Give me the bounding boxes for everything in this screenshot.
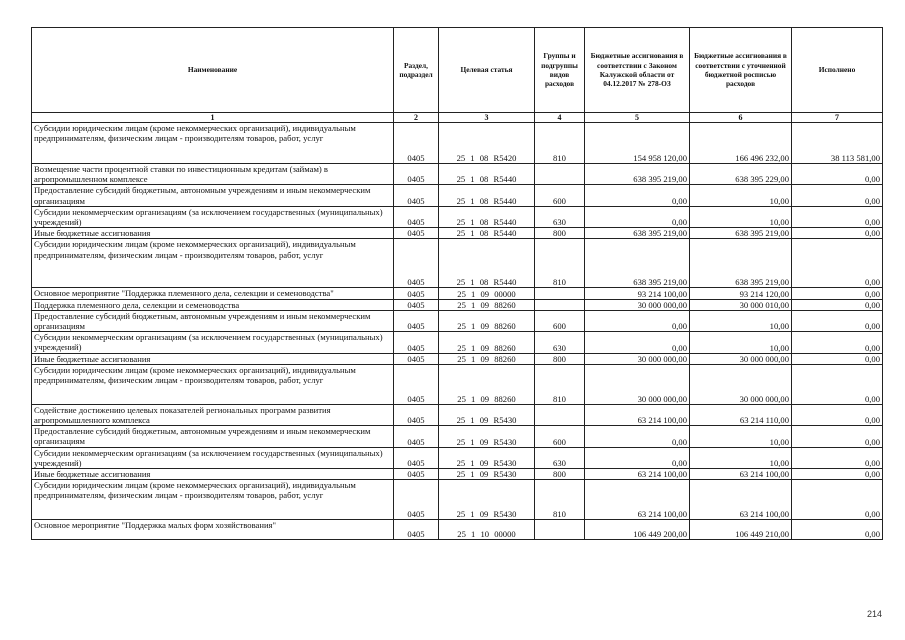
row-target: 25 1 10 00000 (439, 520, 535, 540)
table-row (32, 310, 883, 331)
row-revised-amount: 166 496 232,00 (690, 123, 792, 164)
row-name: Субсидии юридическим лицам (кроме некоммерческих организаций), индивидуальным предпринимателям, физическим лицам - производителям товаров, работ, услуг (32, 123, 394, 164)
row-executed-amount: 0,00 (792, 164, 883, 185)
row-target: 25 1 09 88260 (439, 353, 535, 364)
row-section: 0405 (394, 164, 439, 185)
row-law-amount: 0,00 (585, 426, 690, 447)
row-law-amount: 63 214 100,00 (585, 469, 690, 480)
row-law-amount: 63 214 100,00 (585, 404, 690, 425)
row-group: 800 (535, 353, 585, 364)
row-revised-amount: 30 000 010,00 (690, 299, 792, 310)
row-group: 630 (535, 206, 585, 227)
row-group: 800 (535, 228, 585, 239)
table-row (32, 404, 883, 425)
row-section: 0405 (394, 426, 439, 447)
header-row (32, 28, 883, 113)
row-executed-amount: 0,00 (792, 288, 883, 299)
row-revised-amount: 30 000 000,00 (690, 364, 792, 404)
row-target: 25 1 08 R5420 (439, 123, 535, 164)
table-row (32, 469, 883, 480)
row-target: 25 1 08 R5440 (439, 239, 535, 288)
row-law-amount: 0,00 (585, 332, 690, 353)
header-name: Наименование (32, 28, 394, 113)
row-name: Основное мероприятие "Поддержка племенного дела, селекции и семеноводства" (32, 288, 394, 299)
row-section: 0405 (394, 206, 439, 227)
header-revised: Бюджетные ассигнования в соответствии с уточненной бюджетной росписью расходов (690, 28, 792, 113)
table-row (32, 364, 883, 404)
row-revised-amount: 106 449 210,00 (690, 520, 792, 540)
row-name: Предоставление субсидий бюджетным, автономным учреждениям и иным некоммерческим организациям (32, 185, 394, 206)
row-name: Основное мероприятие "Поддержка малых форм хозяйствования" (32, 520, 394, 540)
header-law: Бюджетные ассигнования в соответствии с Законом Калужской области от 04.12.2017 № 278-ОЗ (585, 28, 690, 113)
row-revised-amount: 10,00 (690, 206, 792, 227)
row-group (535, 520, 585, 540)
table-row (32, 228, 883, 239)
row-section: 0405 (394, 404, 439, 425)
row-group: 810 (535, 480, 585, 520)
row-law-amount: 0,00 (585, 206, 690, 227)
row-group (535, 288, 585, 299)
row-law-amount: 0,00 (585, 447, 690, 468)
row-revised-amount: 63 214 100,00 (690, 469, 792, 480)
row-group (535, 299, 585, 310)
row-section: 0405 (394, 239, 439, 288)
row-name: Иные бюджетные ассигнования (32, 469, 394, 480)
row-executed-amount: 0,00 (792, 228, 883, 239)
row-group: 600 (535, 310, 585, 331)
row-revised-amount: 10,00 (690, 426, 792, 447)
row-section: 0405 (394, 123, 439, 164)
row-revised-amount: 10,00 (690, 447, 792, 468)
row-name: Предоставление субсидий бюджетным, автономным учреждениям и иным некоммерческим организациям (32, 310, 394, 331)
row-revised-amount: 10,00 (690, 185, 792, 206)
row-section: 0405 (394, 447, 439, 468)
row-law-amount: 638 395 219,00 (585, 228, 690, 239)
row-group: 810 (535, 239, 585, 288)
budget-table-sheet (31, 27, 882, 540)
row-group: 800 (535, 469, 585, 480)
budget-table (31, 27, 883, 540)
column-number: 3 (439, 113, 535, 123)
header-section: Раздел, подраздел (394, 28, 439, 113)
row-name: Субсидии некоммерческим организациям (за исключением государственных (муниципальных) учреждений) (32, 332, 394, 353)
table-row (32, 164, 883, 185)
row-law-amount: 30 000 000,00 (585, 353, 690, 364)
row-law-amount: 638 395 219,00 (585, 164, 690, 185)
row-target: 25 1 09 88260 (439, 310, 535, 331)
row-name: Субсидии юридическим лицам (кроме некоммерческих организаций), индивидуальным предпринимателям, физическим лицам - производителям товаров, работ, услуг (32, 364, 394, 404)
header-executed: Исполнено (792, 28, 883, 113)
row-name: Субсидии некоммерческим организациям (за исключением государственных (муниципальных) учреждений) (32, 206, 394, 227)
row-revised-amount: 93 214 120,00 (690, 288, 792, 299)
row-target: 25 1 09 R5430 (439, 480, 535, 520)
row-name: Субсидии некоммерческим организациям (за исключением государственных (муниципальных) учреждений) (32, 447, 394, 468)
row-executed-amount: 0,00 (792, 404, 883, 425)
row-name: Иные бюджетные ассигнования (32, 228, 394, 239)
row-revised-amount: 10,00 (690, 332, 792, 353)
row-executed-amount: 0,00 (792, 299, 883, 310)
row-law-amount: 63 214 100,00 (585, 480, 690, 520)
table-row (32, 520, 883, 540)
row-executed-amount: 0,00 (792, 310, 883, 331)
row-executed-amount: 38 113 581,00 (792, 123, 883, 164)
row-revised-amount: 30 000 000,00 (690, 353, 792, 364)
table-row (32, 353, 883, 364)
row-executed-amount: 0,00 (792, 332, 883, 353)
row-name: Поддержка племенного дела, селекции и семеноводства (32, 299, 394, 310)
row-law-amount: 30 000 000,00 (585, 364, 690, 404)
row-group (535, 404, 585, 425)
row-executed-amount: 0,00 (792, 447, 883, 468)
header-groups: Группы и подгруппы видов расходов (535, 28, 585, 113)
row-law-amount: 30 000 000,00 (585, 299, 690, 310)
table-row (32, 239, 883, 288)
row-target: 25 1 09 R5430 (439, 404, 535, 425)
row-group: 600 (535, 426, 585, 447)
row-name: Субсидии юридическим лицам (кроме некоммерческих организаций), индивидуальным предпринимателям, физическим лицам - производителям товаров, работ, услуг (32, 480, 394, 520)
row-section: 0405 (394, 299, 439, 310)
row-name: Иные бюджетные ассигнования (32, 353, 394, 364)
row-section: 0405 (394, 228, 439, 239)
row-revised-amount: 10,00 (690, 310, 792, 331)
row-name: Содействие достижению целевых показателей региональных программ развития агропромышленного комплекса (32, 404, 394, 425)
row-group: 600 (535, 185, 585, 206)
row-revised-amount: 63 214 100,00 (690, 480, 792, 520)
row-name: Предоставление субсидий бюджетным, автономным учреждениям и иным некоммерческим организациям (32, 426, 394, 447)
table-row (32, 426, 883, 447)
row-group: 630 (535, 332, 585, 353)
row-section: 0405 (394, 310, 439, 331)
row-name: Возмещение части процентной ставки по инвестиционным кредитам (займам) в агропромышленном комплексе (32, 164, 394, 185)
table-row (32, 123, 883, 164)
row-executed-amount: 0,00 (792, 364, 883, 404)
column-number: 1 (32, 113, 394, 123)
row-section: 0405 (394, 332, 439, 353)
row-section: 0405 (394, 288, 439, 299)
column-number: 7 (792, 113, 883, 123)
row-law-amount: 0,00 (585, 310, 690, 331)
row-target: 25 1 08 R5440 (439, 206, 535, 227)
row-target: 25 1 09 R5430 (439, 469, 535, 480)
row-executed-amount: 0,00 (792, 520, 883, 540)
row-revised-amount: 638 395 219,00 (690, 239, 792, 288)
row-executed-amount: 0,00 (792, 480, 883, 520)
row-target: 25 1 09 88260 (439, 364, 535, 404)
row-section: 0405 (394, 469, 439, 480)
row-executed-amount: 0,00 (792, 185, 883, 206)
row-target: 25 1 08 R5440 (439, 164, 535, 185)
row-executed-amount: 0,00 (792, 469, 883, 480)
row-section: 0405 (394, 480, 439, 520)
row-section: 0405 (394, 364, 439, 404)
table-row (32, 185, 883, 206)
table-row (32, 480, 883, 520)
column-number: 4 (535, 113, 585, 123)
row-law-amount: 93 214 100,00 (585, 288, 690, 299)
row-section: 0405 (394, 185, 439, 206)
row-group (535, 164, 585, 185)
row-section: 0405 (394, 353, 439, 364)
page-number: 214 (867, 609, 883, 619)
column-number: 2 (394, 113, 439, 123)
row-group: 810 (535, 364, 585, 404)
row-revised-amount: 638 395 219,00 (690, 228, 792, 239)
row-executed-amount: 0,00 (792, 206, 883, 227)
table-row (32, 447, 883, 468)
row-target: 25 1 09 R5430 (439, 447, 535, 468)
row-section: 0405 (394, 520, 439, 540)
row-target: 25 1 09 88260 (439, 299, 535, 310)
column-number-row (32, 113, 883, 123)
row-law-amount: 106 449 200,00 (585, 520, 690, 540)
row-target: 25 1 08 R5440 (439, 185, 535, 206)
row-revised-amount: 638 395 229,00 (690, 164, 792, 185)
row-executed-amount: 0,00 (792, 426, 883, 447)
column-number: 6 (690, 113, 792, 123)
column-number: 5 (585, 113, 690, 123)
row-name: Субсидии юридическим лицам (кроме некоммерческих организаций), индивидуальным предпринимателям, физическим лицам - производителям товаров, работ, услуг (32, 239, 394, 288)
table-row (32, 206, 883, 227)
row-executed-amount: 0,00 (792, 239, 883, 288)
row-law-amount: 0,00 (585, 185, 690, 206)
row-target: 25 1 09 R5430 (439, 426, 535, 447)
table-row (32, 332, 883, 353)
row-revised-amount: 63 214 110,00 (690, 404, 792, 425)
row-law-amount: 154 958 120,00 (585, 123, 690, 164)
table-row (32, 288, 883, 299)
row-target: 25 1 09 00000 (439, 288, 535, 299)
row-law-amount: 638 395 219,00 (585, 239, 690, 288)
row-target: 25 1 09 88260 (439, 332, 535, 353)
row-group: 630 (535, 447, 585, 468)
row-executed-amount: 0,00 (792, 353, 883, 364)
table-body (32, 123, 883, 540)
row-group: 810 (535, 123, 585, 164)
table-row (32, 299, 883, 310)
row-target: 25 1 08 R5440 (439, 228, 535, 239)
header-target: Целевая статья (439, 28, 535, 113)
